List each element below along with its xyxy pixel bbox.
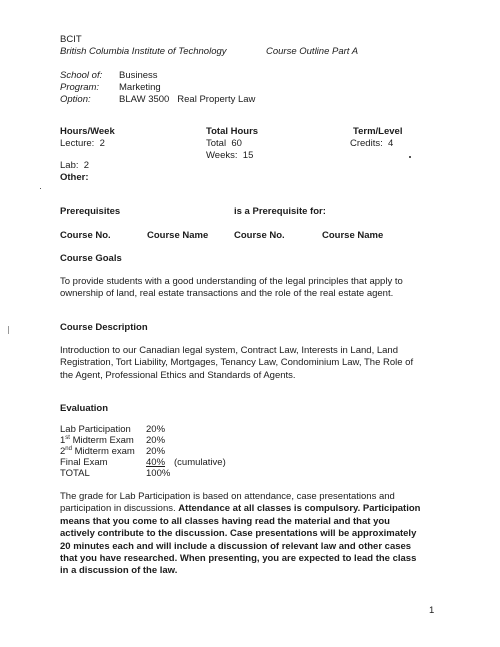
- school-value: Business: [119, 70, 158, 81]
- eval-label: Final Exam: [60, 457, 108, 468]
- option-value: BLAW 3500 Real Property Law: [119, 94, 256, 105]
- attendance-policy-text: Attendance at all classes is compulsory. Participation means that you come to all classes having read the material and that you actively contribute to the discussion. Case presentations will be approximately 20 minutes each and will include a discussion of relevant law and other cases that you have researched. When presenting, you are expected to lead the class in a discussion of the law.: [60, 503, 421, 577]
- prereq-course-no: Course No.: [60, 230, 111, 241]
- lab-participation-paragraph: [60, 491, 422, 578]
- prereq-for-course-name: Course Name: [322, 230, 384, 241]
- hours-week-header: Hours/Week: [60, 126, 115, 137]
- eval-label: 2nd Midterm exam: [60, 446, 135, 457]
- total-hours: Total 60: [206, 138, 242, 149]
- course-description-text: Introduction to our Canadian legal system, Contract Law, Interests in Land, Land Registration, Tort Liability, Mortgages, Tenancy Law, Condominium Law, The Role of the Agent, Professional Ethics and Standards of Agents.: [60, 345, 414, 381]
- credits: Credits: 4: [350, 138, 394, 149]
- term-level-header: Term/Level: [353, 126, 403, 137]
- eval-label: Lab Participation: [60, 424, 131, 435]
- course-description-heading: Course Description: [60, 322, 148, 333]
- eval-value: 20%: [146, 446, 166, 457]
- eval-label: 1st Midterm Exam: [60, 435, 134, 446]
- prereq-course-name: Course Name: [147, 230, 209, 241]
- school-label: School of:: [60, 70, 103, 81]
- lab-participation-text: The grade for Lab Participation is based on attendance, case presentations and participation in discussions.: [60, 491, 395, 515]
- other-hours: Other:: [60, 172, 89, 183]
- page-number: 1: [429, 605, 435, 616]
- eval-value: 100%: [146, 468, 171, 479]
- scan-speck: [8, 326, 9, 334]
- course-goals-heading: Course Goals: [60, 253, 122, 264]
- eval-value: 20%: [146, 424, 166, 435]
- course-goals-text: To provide students with a good understanding of the legal principles that apply to ownership of land, real estate transactions and the role of the real estate agent.: [60, 276, 403, 300]
- eval-value: 40%: [146, 457, 166, 468]
- eval-label: TOTAL: [60, 468, 90, 479]
- org-name: British Columbia Institute of Technology: [60, 46, 227, 57]
- prerequisite-for-heading: is a Prerequisite for:: [234, 206, 326, 217]
- program-label: Program:: [60, 82, 100, 93]
- option-label: Option:: [60, 94, 91, 105]
- prerequisites-heading: Prerequisites: [60, 206, 121, 217]
- eval-value: 20%: [146, 435, 166, 446]
- total-hours-header: Total Hours: [206, 126, 259, 137]
- scan-speck: [409, 156, 411, 158]
- weeks: Weeks: 15: [206, 150, 254, 161]
- lecture-hours: Lecture: 2: [60, 138, 105, 149]
- eval-note: (cumulative): [174, 457, 226, 468]
- scan-speck: [40, 188, 41, 189]
- document-title: Course Outline Part A: [266, 46, 359, 57]
- org-code: BCIT: [60, 34, 82, 45]
- evaluation-heading: Evaluation: [60, 403, 109, 414]
- program-value: Marketing: [119, 82, 161, 93]
- lab-hours: Lab: 2: [60, 160, 90, 171]
- prereq-for-course-no: Course No.: [234, 230, 285, 241]
